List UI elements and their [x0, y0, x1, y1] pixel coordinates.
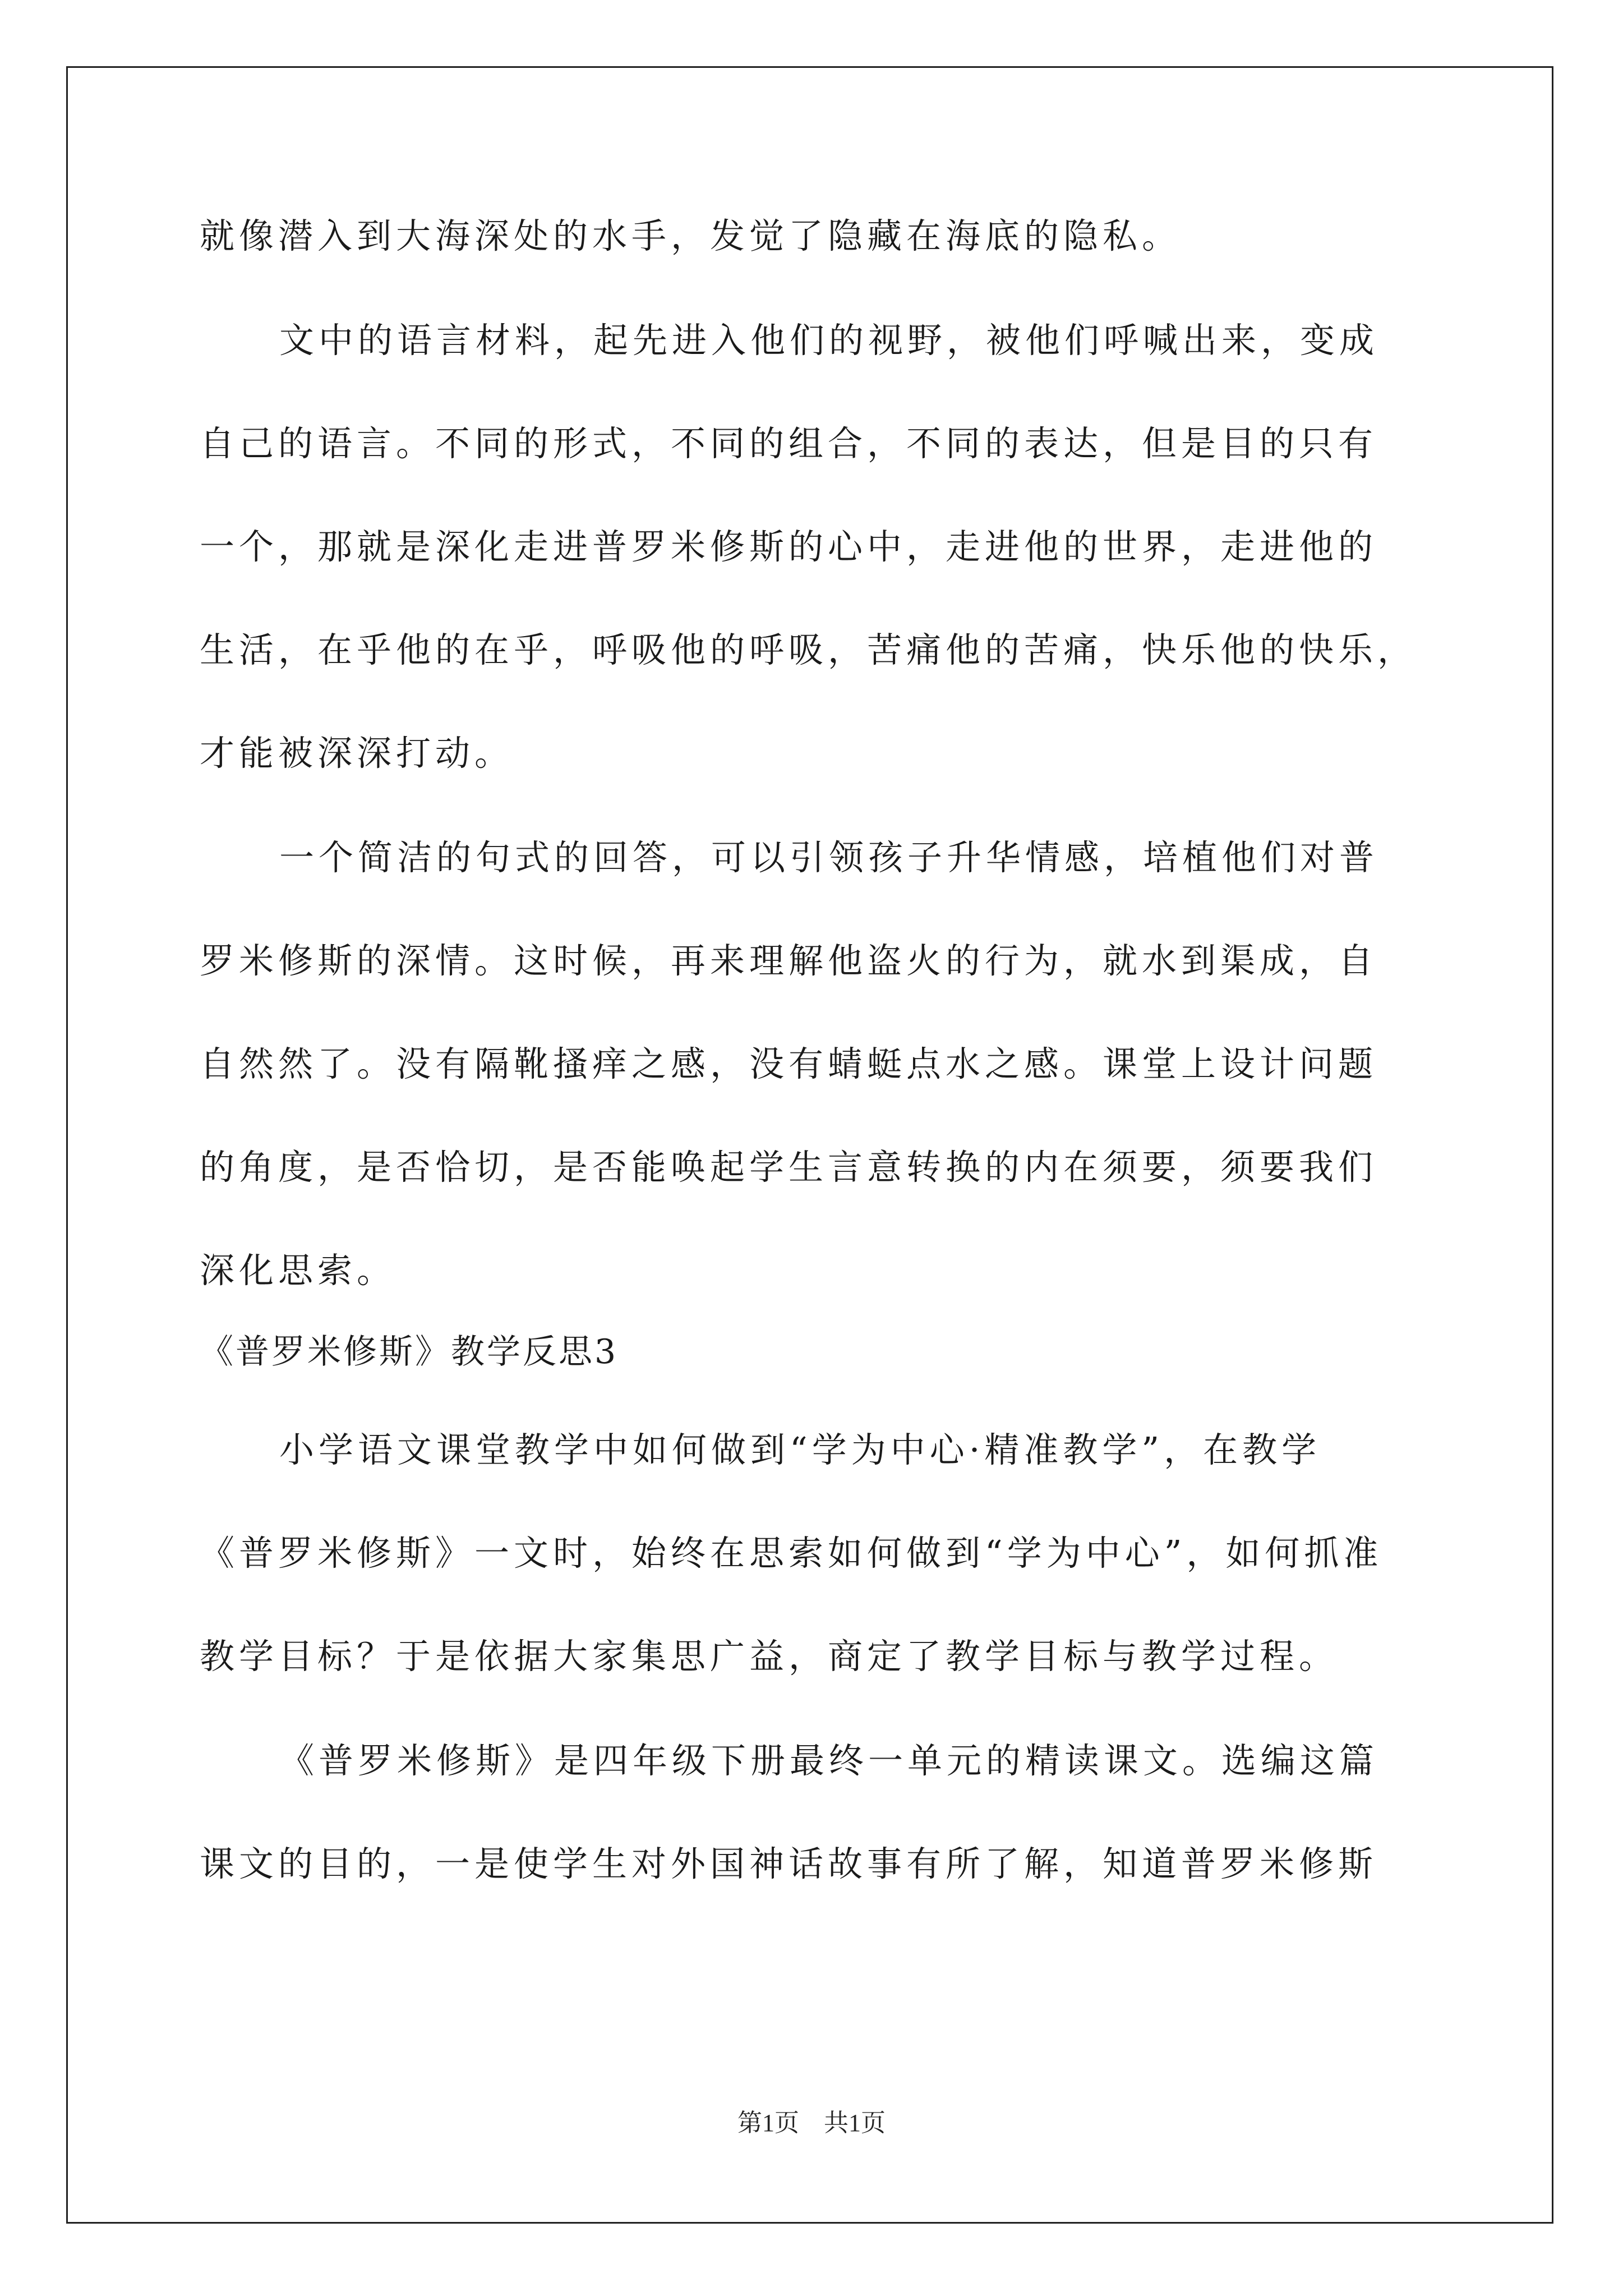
paragraph-start-line: 一个简洁的句式的回答，可以引领孩子升华情感，培植他们对普: [279, 837, 1379, 878]
body-line: 《普罗米修斯》一文时，始终在思索如何做到“学为中心”，如何抓准: [200, 1533, 1383, 1573]
body-line: 课文的目的，一是使学生对外国神话故事有所了解，知道普罗米修斯: [200, 1843, 1378, 1884]
body-line: 深化思索。: [200, 1250, 396, 1291]
body-line: 才能被深深打动。: [200, 733, 514, 774]
page-number-footer: 第1页 共1页: [737, 2109, 886, 2137]
body-line: 的角度，是否恰切，是否能唤起学生言意转换的内在须要，须要我们: [200, 1147, 1378, 1188]
paragraph-start-line: 小学语文课堂教学中如何做到“学为中心·精准教学”，在教学: [279, 1429, 1321, 1470]
paragraph-start-line: 《普罗米修斯》是四年级下册最终一单元的精读课文。选编这篇: [279, 1740, 1379, 1781]
paragraph-start-line: 文中的语言材料，起先进入他们的视野，被他们呼喊出来，变成: [279, 320, 1379, 361]
body-line: 生活，在乎他的在乎，呼吸他的呼吸，苦痛他的苦痛，快乐他的快乐，: [200, 629, 1417, 670]
body-line: 教学目标？于是依据大家集思广益，商定了教学目标与教学过程。: [200, 1636, 1339, 1677]
body-line: 就像潜入到大海深处的水手，发觉了隐藏在海底的隐私。: [200, 215, 1182, 256]
section-heading: 《普罗米修斯》教学反思3: [200, 1332, 619, 1372]
body-line: 一个，那就是深化走进普罗米修斯的心中，走进他的世界，走进他的: [200, 526, 1378, 567]
body-line: 自己的语言。不同的形式，不同的组合，不同的表达，但是目的只有: [200, 423, 1378, 464]
body-line: 罗米修斯的深情。这时候，再来理解他盗火的行为，就水到渠成，自: [200, 940, 1378, 981]
page-border: [66, 66, 1553, 2224]
body-line: 自然然了。没有隔靴搔痒之感，没有蜻蜓点水之感。课堂上设计问题: [200, 1043, 1378, 1084]
